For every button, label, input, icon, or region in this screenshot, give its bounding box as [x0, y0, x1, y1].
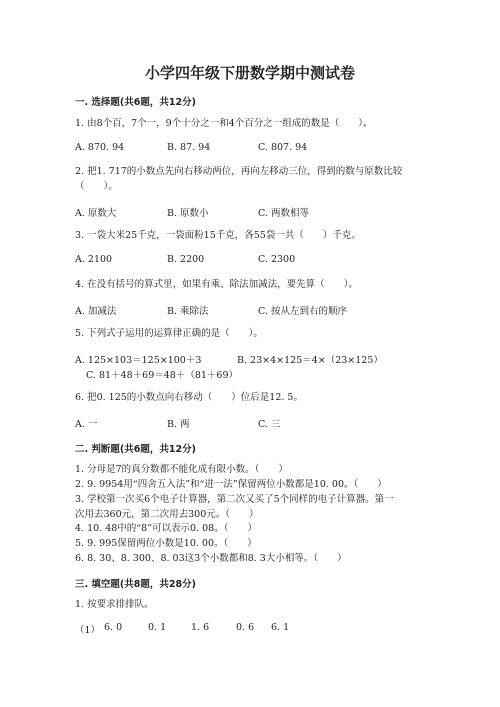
question-5-option-c: C. 81＋48＋69＝48＋（81＋69） — [86, 370, 239, 381]
question-3-option-a: A. 2100 — [75, 254, 113, 265]
question-6-option-a: A. 一 — [75, 419, 98, 430]
question-1-option-b: B. 87. 94 — [167, 142, 211, 153]
question-2-stem-line2: （ ）。 — [75, 181, 118, 192]
sort-number: 0. 1 — [148, 622, 167, 633]
question-4-stem: 4. 在没有括号的算式里，如果有乘、除法加减法，要先算（ ）。 — [75, 279, 358, 290]
question-4-option-b: B. 乘除法 — [167, 306, 209, 317]
question-6-option-c: C. 三 — [258, 419, 281, 430]
judgement-item: 2. 9. 9954用“四舍五入法”和“进一法”保留两位小数都是10. 00。（ ） — [75, 479, 387, 490]
question-5-option-b: B. 23×4×125＝4×（23×125） — [237, 355, 383, 366]
question-3-option-c: C. 2300 — [258, 254, 296, 265]
question-4-option-a: A. 加减法 — [75, 306, 117, 317]
judgement-item: 1. 分母是7的真分数都不能化成有限小数。（ ） — [75, 464, 288, 475]
question-3-option-b: B. 2200 — [167, 254, 205, 265]
sort-label: （1） — [75, 625, 101, 636]
judgement-item: 5. 9. 995保留两位小数是10. 00。（ ） — [75, 538, 257, 549]
judgement-item: 6. 8. 30、8. 300、8. 03这3个小数都和8. 3大小相等。（ ） — [75, 553, 347, 564]
fill-in-question-1: 1. 按要求排排队。 — [75, 599, 154, 610]
question-1-stem: 1. 由8个百，7个一，9个十分之一和4个百分之一组成的数是（ ）。 — [75, 118, 373, 129]
section-heading-choice: 一. 选择题(共6题，共12分) — [75, 97, 196, 108]
question-6-stem: 6. 把0. 125的小数点向右移动（ ）位后是12. 5。 — [75, 392, 303, 403]
judgement-item: 4. 10. 48中的“8”可以表示0. 08。（ ） — [75, 523, 257, 534]
question-2-option-a: A. 原数大 — [75, 208, 117, 219]
judgement-item-continuation: 次用去360元，第二次用去300元。（ ） — [75, 509, 259, 520]
question-5-option-a: A. 125×103＝125×100＋3 — [75, 355, 202, 366]
sort-number: 0. 6 — [236, 622, 255, 633]
question-2-option-c: C. 两数相等 — [258, 208, 309, 219]
section-heading-judgement: 二. 判断题(共6题，共12分) — [75, 444, 196, 455]
question-3-stem: 3. 一袋大米25千克，一袋面粉15千克，各55袋一共（ ）千克。 — [75, 230, 361, 241]
question-1-option-c: C. 807. 94 — [258, 142, 308, 153]
question-1-option-a: A. 870. 94 — [75, 142, 125, 153]
section-heading-fill-in: 三. 填空题(共8题，共28分) — [75, 579, 196, 590]
question-6-option-b: B. 两 — [167, 419, 190, 430]
page-title: 小学四年级下册数学期中测试卷 — [144, 64, 355, 82]
question-5-stem: 5. 下列式子运用的运算律正确的是（ ）。 — [75, 328, 263, 339]
question-4-option-c: C. 按从左到右的顺序 — [258, 306, 347, 317]
question-2-option-b: B. 原数小 — [167, 208, 209, 219]
sort-number: 6. 1 — [271, 622, 290, 633]
judgement-item: 3. 学校第一次买6个电子计算器，第二次又买了5个同样的电子计算器。第一 — [75, 494, 394, 505]
sort-number: 6. 0 — [104, 622, 123, 633]
question-2-stem-line1: 2. 把1. 717的小数点先向右移动两位，再向左移动三位，得到的数与原数比较 — [75, 166, 403, 177]
sort-number: 1. 6 — [191, 622, 210, 633]
